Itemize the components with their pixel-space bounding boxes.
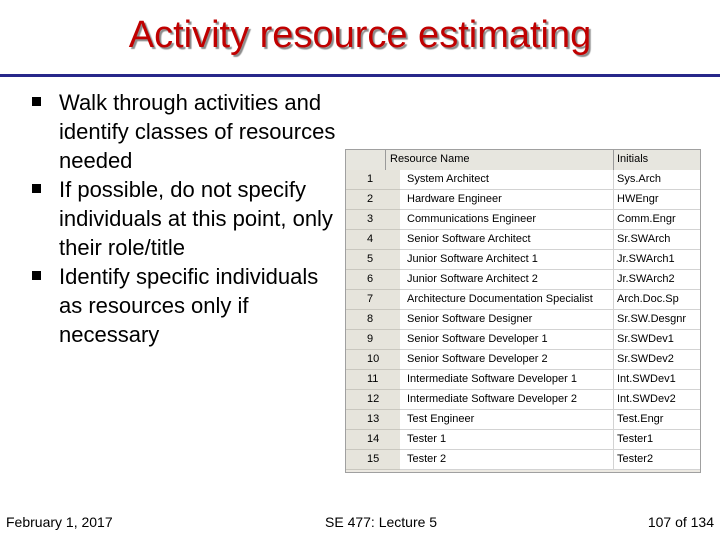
resource-name-cell[interactable]: Communications Engineer (400, 210, 614, 230)
row-number: 14 (346, 430, 400, 450)
resource-name-cell[interactable]: Tester 1 (400, 430, 614, 450)
row-number: 11 (346, 370, 400, 390)
initials-cell[interactable]: HWEngr (614, 190, 700, 210)
resource-name-cell[interactable]: Tester 2 (400, 450, 614, 470)
table-row[interactable] (346, 330, 700, 350)
table-row[interactable] (346, 430, 700, 450)
bullet-list (32, 88, 342, 349)
initials-cell[interactable]: Tester2 (614, 450, 700, 470)
bullet-text: Walk through activities and identify classes of resources needed (59, 90, 336, 173)
table-row[interactable] (346, 210, 700, 230)
title-divider (0, 74, 720, 77)
initials-cell[interactable]: Comm.Engr (614, 210, 700, 230)
table-row[interactable] (346, 310, 700, 330)
row-number: 6 (346, 270, 400, 290)
table-row[interactable] (346, 250, 700, 270)
initials-cell[interactable]: Sys.Arch (614, 170, 700, 190)
table-row[interactable] (346, 170, 700, 190)
initials-cell[interactable]: Sr.SWArch (614, 230, 700, 250)
resource-name-cell[interactable]: Test Engineer (400, 410, 614, 430)
resource-name-cell[interactable]: Hardware Engineer (400, 190, 614, 210)
initials-cell[interactable]: Jr.SWArch2 (614, 270, 700, 290)
table-row[interactable] (346, 230, 700, 250)
resource-table (345, 149, 701, 473)
table-row[interactable] (346, 370, 700, 390)
bullet-item (32, 88, 342, 175)
row-number: 2 (346, 190, 400, 210)
initials-cell[interactable]: Sr.SWDev1 (614, 330, 700, 350)
resource-name-cell[interactable]: Senior Software Architect (400, 230, 614, 250)
row-number: 12 (346, 390, 400, 410)
resource-name-cell[interactable]: Junior Software Architect 2 (400, 270, 614, 290)
row-number: 5 (346, 250, 400, 270)
footer-date: February 1, 2017 (6, 514, 113, 530)
header-initials[interactable]: Initials (617, 153, 649, 165)
initials-cell[interactable]: Arch.Doc.Sp (614, 290, 700, 310)
row-number: 13 (346, 410, 400, 430)
row-number: 3 (346, 210, 400, 230)
row-number: 1 (346, 170, 400, 190)
resource-name-cell[interactable]: Senior Software Developer 1 (400, 330, 614, 350)
row-number: 4 (346, 230, 400, 250)
bullet-text: If possible, do not specify individuals at this point, only their role/title (59, 177, 333, 260)
slide-title: Activity resource estimating (128, 14, 592, 56)
table-row[interactable] (346, 410, 700, 430)
initials-cell[interactable]: Jr.SWArch1 (614, 250, 700, 270)
initials-cell[interactable]: Int.SWDev1 (614, 370, 700, 390)
row-number: 10 (346, 350, 400, 370)
initials-cell[interactable]: Tester1 (614, 430, 700, 450)
table-row[interactable] (346, 350, 700, 370)
header-resource-name[interactable]: Resource Name (386, 150, 614, 170)
initials-cell[interactable]: Sr.SW.Desgnr (614, 310, 700, 330)
table-row[interactable] (346, 290, 700, 310)
row-number: 8 (346, 310, 400, 330)
resource-name-cell[interactable]: Intermediate Software Developer 2 (400, 390, 614, 410)
initials-cell[interactable]: Test.Engr (614, 410, 700, 430)
table-row[interactable] (346, 450, 700, 470)
resource-name-cell[interactable]: System Architect (400, 170, 614, 190)
resource-name-cell[interactable]: Senior Software Designer (400, 310, 614, 330)
table-row[interactable] (346, 270, 700, 290)
bullet-item (32, 175, 342, 262)
footer-course: SE 477: Lecture 5 (325, 514, 438, 530)
square-bullet-icon (32, 271, 41, 280)
bullet-item (32, 262, 342, 349)
table-row[interactable] (346, 390, 700, 410)
row-number: 7 (346, 290, 400, 310)
resource-name-cell[interactable]: Senior Software Developer 2 (400, 350, 614, 370)
header-row-number[interactable] (346, 150, 386, 170)
table-row[interactable] (346, 190, 700, 210)
bullet-text: Identify specific individuals as resources only if necessary (59, 264, 319, 347)
row-number: 9 (346, 330, 400, 350)
initials-cell[interactable]: Sr.SWDev2 (614, 350, 700, 370)
row-number: 15 (346, 450, 400, 470)
resource-name-cell[interactable]: Intermediate Software Developer 1 (400, 370, 614, 390)
footer-page-number: 107 of 134 (647, 514, 714, 530)
square-bullet-icon (32, 184, 41, 193)
square-bullet-icon (32, 97, 41, 106)
table-header (346, 150, 700, 171)
initials-cell[interactable]: Int.SWDev2 (614, 390, 700, 410)
resource-name-cell[interactable]: Architecture Documentation Specialist (400, 290, 614, 310)
resource-name-cell[interactable]: Junior Software Architect 1 (400, 250, 614, 270)
